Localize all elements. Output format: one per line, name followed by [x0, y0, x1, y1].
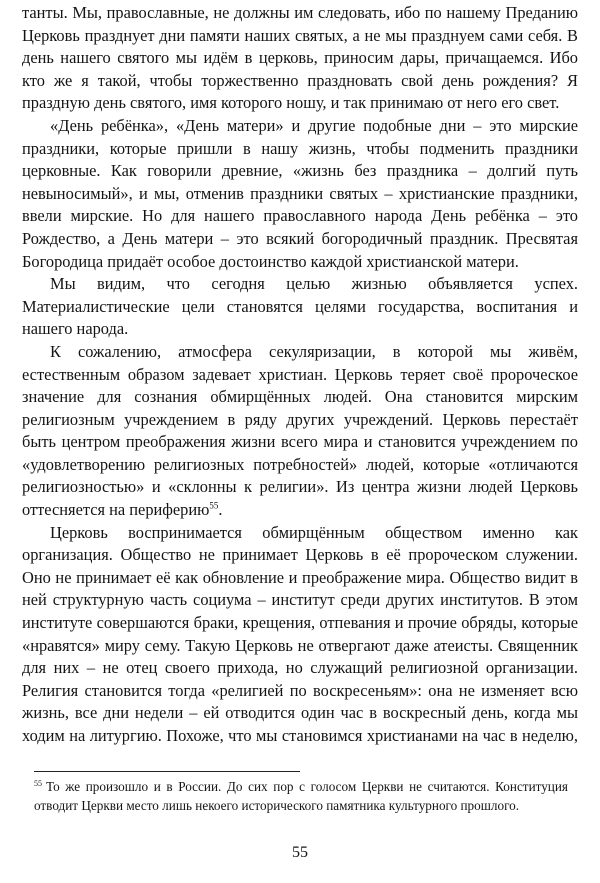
paragraph-3: Мы видим, что сегодня целью жизнью объявляется успех. Материалистические цели становятся целями государства, воспитания и нашего народа. [22, 274, 578, 339]
footnote [34, 777, 568, 815]
body-text [22, 2, 578, 748]
footnote-marker: 55 [34, 778, 42, 788]
footnote-text: То же произошло и в России. До сих пор с голосом Церкви не считаются. Конституция отводит Церкви место лишь некоего исторического памятника культурного прошлого. [34, 779, 568, 813]
paragraph-4-text: К сожалению, атмосфера секуляризации, в которой мы живём, естественным образом задевает христиан. Церковь теряет своё пророческое значение для сознания обмирщённых людей. Она становится мирским религиозным учреждением в ряду других учреждений. Церковь перестаёт быть центром преображения жизни всего мира и становится учреждением по «удовлетворению религиозных потребностей» людей, которые «отличаются религиозностью» и «склонны к религии». Из центра жизни людей Церковь оттесняется на периферию [22, 341, 578, 520]
paragraph-1: танты. Мы, православные, не должны им следовать, ибо по нашему Преданию Церковь празднует дни памяти наших святых, а не мы празднуем сами себя. В день нашего святого мы идём в церковь, приносим дары, причащаемся. Ибо кто же я такой, чтобы торжественно праздновать свой день рождения? Я праздную день святого, имя которого ношу, и так принимаю от него его свет. [22, 3, 578, 113]
paragraph-4: К сожалению, атмосфера секуляризации, в которой мы живём, естественным образом задевает христиан. Церковь теряет своё пророческое значение для сознания обмирщённых людей. Она становится мирским религиозным учреждением в ряду других учреждений. Церковь перестаёт быть центром преображения жизни всего мира и становится учреждением по «удовлетворению религиозных потребностей» людей, которые «отличаются религиозностью» и «склонны к религии». Из центра жизни людей Церковь оттесняется на периферию$^{55}$. [22, 341, 578, 520]
page-number: 55 [292, 844, 308, 861]
footnote-reference[interactable]: 55 [209, 500, 219, 511]
paragraph-2: «День ребёнка», «День матери» и другие подобные дни – это мирские праздники, которые пришли в нашу жизнь, чтобы подменить праздники церковные. Как говорили древние, «жизнь без праздника – долгий путь невыносимый», и мы, отменив праздники святых – христианские праздники, ввели мирские. Но для нашего православного народа День ребёнка – это Рождество, а День матери – это всякий богородичный праздник. Пресвятая Богородица придаёт особое достоинство каждой христианской матери. [22, 115, 578, 271]
footnote-divider [34, 771, 300, 772]
paragraph-5: Церковь воспринимается обмирщённым обществом именно как организация. Общество не принимает Церковь в её пророческом служении. Оно не принимает её как обновление и преображение мира. Общество видит в ней структурную часть социума – институт среди других институтов. В этом институте совершаются браки, крещения, отпевания и прочие обряды, которые «нравятся» миру сему. Такую Церковь не отвергают даже атеисты. Священник для них – не отец своего прихода, но служащий религиозной организации. Религия становится тогда «религией по воскресеньям»: она не изменяет всю жизнь, все дни недели – ей отводится один час в воскресный день, когда мы ходим на литургию. Похоже, что мы становимся христианами на час в неделю, [22, 522, 578, 745]
page-body [22, 2, 578, 748]
